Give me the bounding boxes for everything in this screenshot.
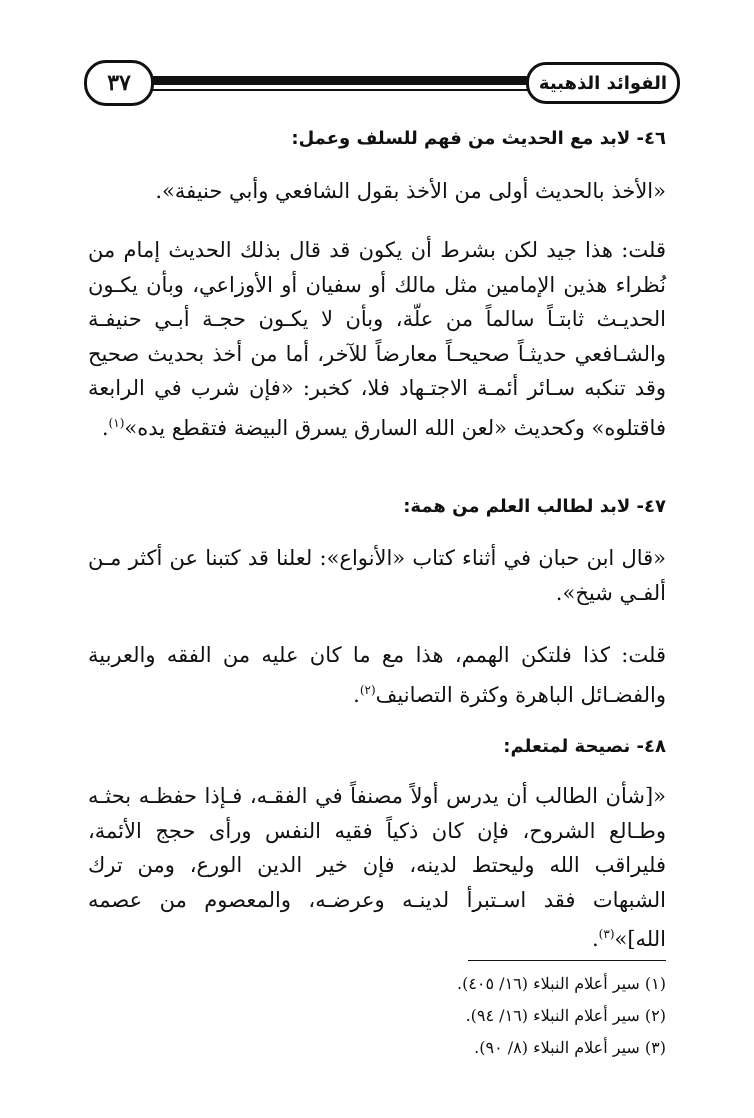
header-rule-thick: [144, 76, 530, 85]
quote-paragraph: [88, 174, 666, 209]
paragraph-text: «قال ابن حبان في أثناء كتاب «الأنواع»: لعلنا قد كتبنا عن أكثر مـن ألفـي شيخ».: [88, 546, 666, 605]
paragraph-text: «[شأن الطالب أن يدرس أولاً مصنفاً في الفقـه، فـإذا حفظـه بحثـه وطـالع الشروح، فإن كان ذكياً فقيه النفس ورأى حجج الأئمة، فليراقب الله وليحتط لدينه، فإن خير الدين الورع، ومن ترك الشبهات فقد اسـتبرأ لدينـه وعرضـه، والمعصوم من عصمه الله]»: [88, 784, 666, 951]
section-heading-47: ٤٧- لابد لطالب العلم من همة:: [403, 496, 666, 517]
quote-paragraph: [88, 541, 666, 610]
header-rule-thin: [144, 89, 530, 91]
section-heading-46: ٤٦- لابد مع الحديث من فهم للسلف وعمل:: [291, 128, 666, 149]
footnote-2: (٢) سير أعلام النبلاء (١٦/ ٩٤).: [465, 1006, 666, 1025]
book-title: الفوائد الذهبية: [526, 62, 680, 104]
paragraph-end: .: [591, 927, 599, 951]
paragraph-end: .: [353, 682, 360, 707]
page-number: ٣٧: [84, 60, 154, 106]
page-header: [84, 56, 680, 112]
comment-paragraph: [88, 638, 666, 712]
paragraph-text: قلت: هذا جيد لكن بشرط أن يكون قد قال بذلك الحديث إمام من نُظراء هذين الإمامين مثل مالك أو سفيان أو الأوزاعي، وبأن يكـون الحديـث ثابتـاً سالماً من علّة، وبأن لا يكـون حجـة أبـي حنيفـة والشـافعي حديثـاً صحيحـاً معارضاً للآخر، أما من أخذ بحديث صحيح وقد تنكبه سـائر أئمـة الاجتـهاد فلا، كخبر: «فإن شرب في الرابعة فاقتلوه» وكحديث «لعن الله السارق يسرق البيضة فتقطع يده»: [88, 238, 666, 440]
footnote-marker: (٢): [359, 682, 376, 697]
paragraph-text: قلت: كذا فلتكن الهمم، هذا مع ما كان عليه من الفقه والعربية والفضـائل الباهرة وكثرة التصانيف: [88, 643, 666, 707]
section-heading-48: ٤٨- نصيحة لمتعلم:: [503, 736, 666, 757]
footnote-marker: (٣): [598, 927, 615, 941]
paragraph-text: «الأخذ بالحديث أولى من الأخذ بقول الشافعي وأبي حنيفة».: [155, 179, 666, 203]
paragraph-end: .: [101, 415, 109, 440]
comment-paragraph: [88, 233, 666, 445]
footnote-1: (١) سير أعلام النبلاء (١٦/ ٤٠٥).: [456, 974, 666, 993]
quote-paragraph: [88, 779, 666, 957]
footnote-3: (٣) سير أعلام النبلاء (٨/ ٩٠).: [474, 1038, 666, 1057]
footnote-marker: (١): [108, 415, 125, 430]
footnote-separator: [468, 960, 666, 961]
